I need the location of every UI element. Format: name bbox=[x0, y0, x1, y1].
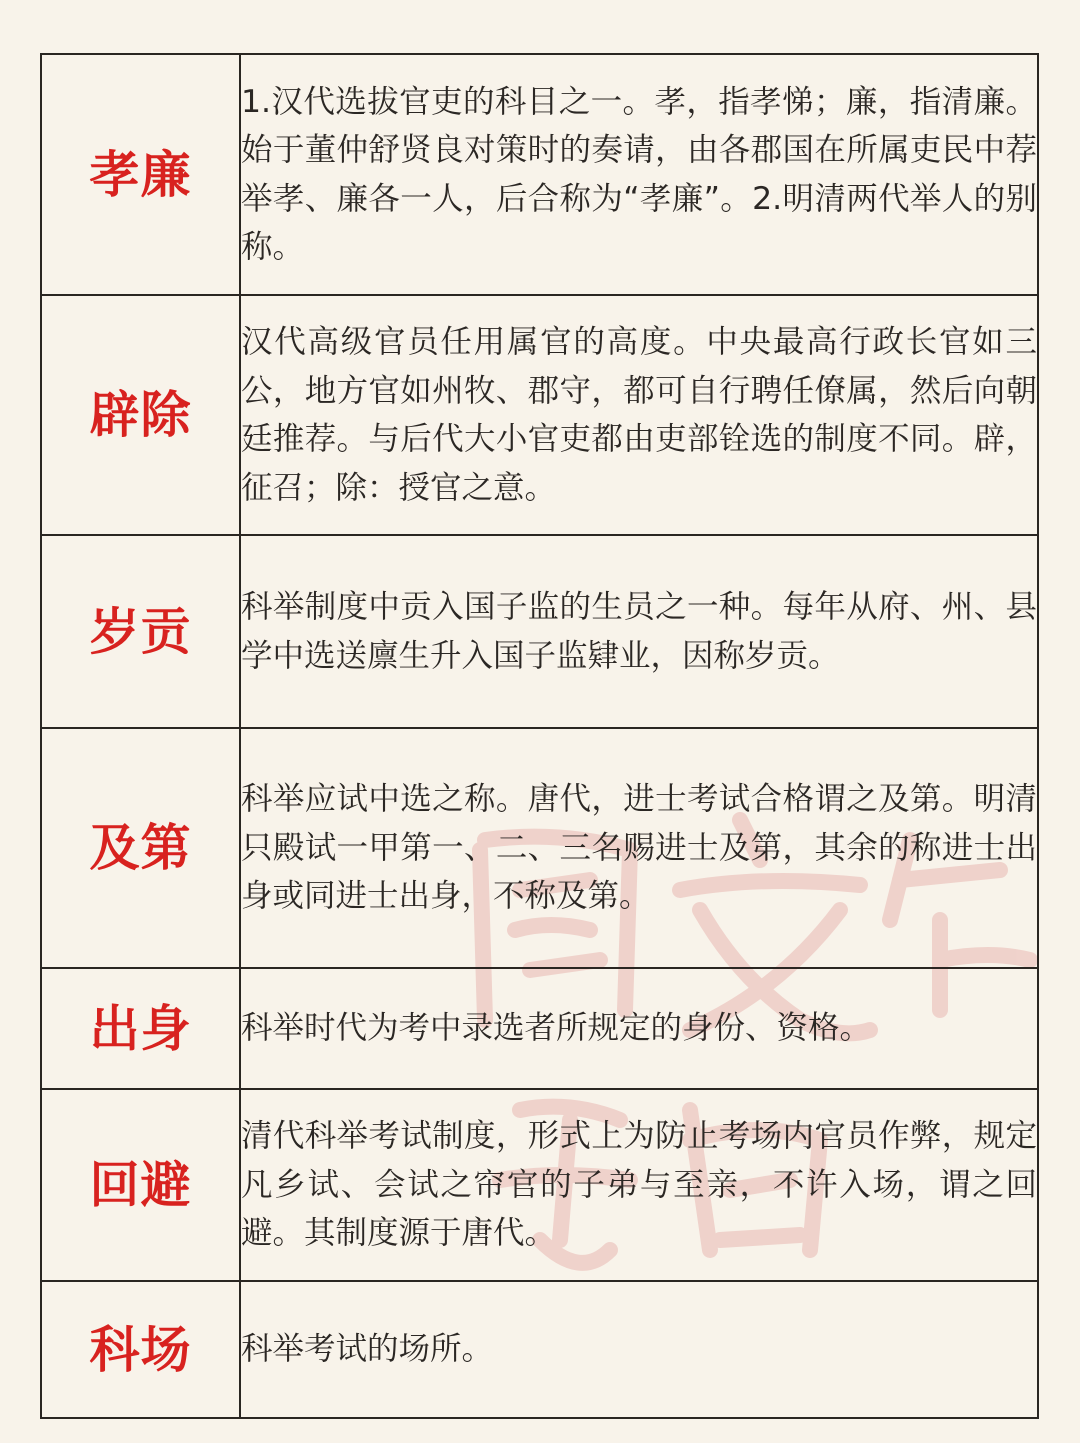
term-cell: 辟除 bbox=[41, 295, 240, 535]
table-row bbox=[41, 728, 1038, 968]
definition-cell: 科举时代为考中录选者所规定的身份、资格。 bbox=[240, 968, 1038, 1089]
term-cell: 及第 bbox=[41, 728, 240, 968]
table-row bbox=[41, 295, 1038, 535]
table-row bbox=[41, 54, 1038, 295]
term-cell: 岁贡 bbox=[41, 535, 240, 728]
definition-cell: 清代科举考试制度，形式上为防止考场内官员作弊，规定凡乡试、会试之帘官的子弟与至亲，不许入场，谓之回避。其制度源于唐代。 bbox=[240, 1089, 1038, 1281]
definition-cell: 1.汉代选拔官吏的科目之一。孝，指孝悌；廉，指清廉。始于董仲舒贤良对策时的奏请，由各郡国在所属吏民中荐举孝、廉各一人，后合称为“孝廉”。2.明清两代举人的别称。 bbox=[240, 54, 1038, 295]
definition-cell: 科举考试的场所。 bbox=[240, 1281, 1038, 1418]
table-row bbox=[41, 1281, 1038, 1418]
table-row bbox=[41, 1089, 1038, 1281]
term-cell: 孝廉 bbox=[41, 54, 240, 295]
term-cell: 出身 bbox=[41, 968, 240, 1089]
definition-cell: 汉代高级官员任用属官的高度。中央最高行政长官如三公，地方官如州牧、郡守，都可自行聘任僚属，然后向朝廷推荐。与后代大小官吏都由吏部铨选的制度不同。辟，征召；除：授官之意。 bbox=[240, 295, 1038, 535]
term-cell: 科场 bbox=[41, 1281, 240, 1418]
table-row bbox=[41, 968, 1038, 1089]
glossary-table bbox=[40, 53, 1039, 1419]
table-row bbox=[41, 535, 1038, 728]
definition-cell: 科举应试中选之称。唐代，进士考试合格谓之及第。明清只殿试一甲第一、二、三名赐进士及第，其余的称进士出身或同进士出身，不称及第。 bbox=[240, 728, 1038, 968]
term-cell: 回避 bbox=[41, 1089, 240, 1281]
definition-cell: 科举制度中贡入国子监的生员之一种。每年从府、州、县学中选送廪生升入国子监肄业，因称岁贡。 bbox=[240, 535, 1038, 728]
